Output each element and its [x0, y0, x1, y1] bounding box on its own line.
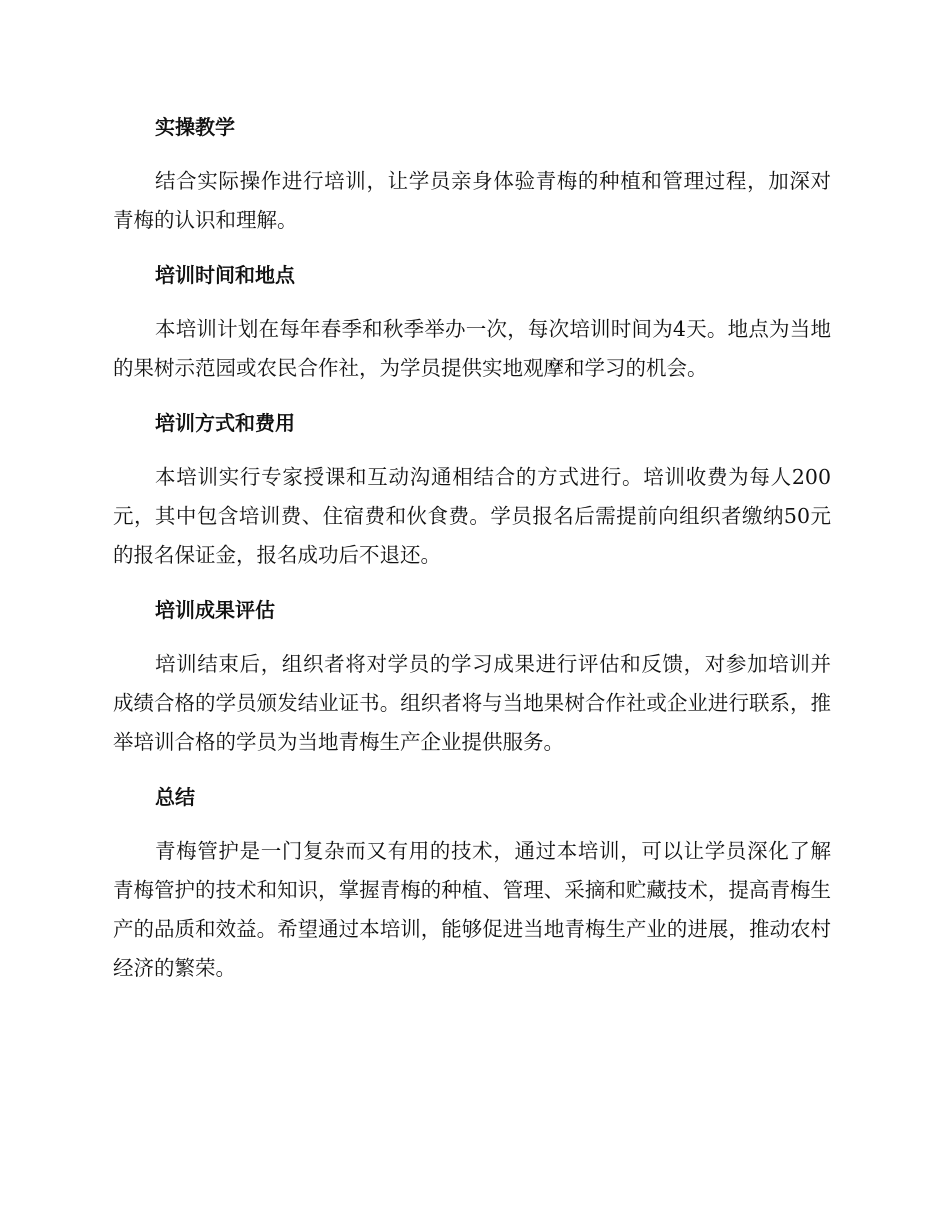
section-time-and-location	[113, 256, 831, 388]
section-paragraph: 培训结束后，组织者将对学员的学习成果进行评估和反馈，对参加培训并成绩合格的学员颁发结业证书。组织者将与当地果树合作社或企业进行联系，推举培训合格的学员为当地青梅生产企业提供服务。	[113, 652, 831, 754]
section-paragraph: 结合实际操作进行培训，让学员亲身体验青梅的种植和管理过程，加深对青梅的认识和理解。	[113, 169, 831, 232]
section-paragraph: 本培训实行专家授课和互动沟通相结合的方式进行。培训收费为每人200元，其中包含培训费、住宿费和伙食费。学员报名后需提前向组织者缴纳50元的报名保证金，报名成功后不退还。	[113, 465, 831, 567]
section-paragraph: 青梅管护是一门复杂而又有用的技术，通过本培训，可以让学员深化了解青梅管护的技术和知识，掌握青梅的种植、管理、采摘和贮藏技术，提高青梅生产的品质和效益。希望通过本培训，能够促进当地青梅生产业的进展，推动农村经济的繁荣。	[113, 839, 831, 980]
section-outcome-evaluation	[113, 591, 831, 762]
section-method-and-fees	[113, 404, 831, 575]
section-heading: 实操教学	[155, 115, 235, 139]
section-heading: 培训时间和地点	[155, 263, 295, 287]
section-heading: 培训方式和费用	[155, 411, 295, 435]
section-summary	[113, 778, 831, 988]
document-page	[113, 108, 831, 1004]
section-paragraph: 本培训计划在每年春季和秋季举办一次，每次培训时间为4天。地点为当地的果树示范园或农民合作社，为学员提供实地观摩和学习的机会。	[113, 317, 831, 380]
section-practical-teaching	[113, 108, 831, 240]
section-heading: 总结	[155, 785, 195, 809]
section-heading: 培训成果评估	[155, 598, 275, 622]
